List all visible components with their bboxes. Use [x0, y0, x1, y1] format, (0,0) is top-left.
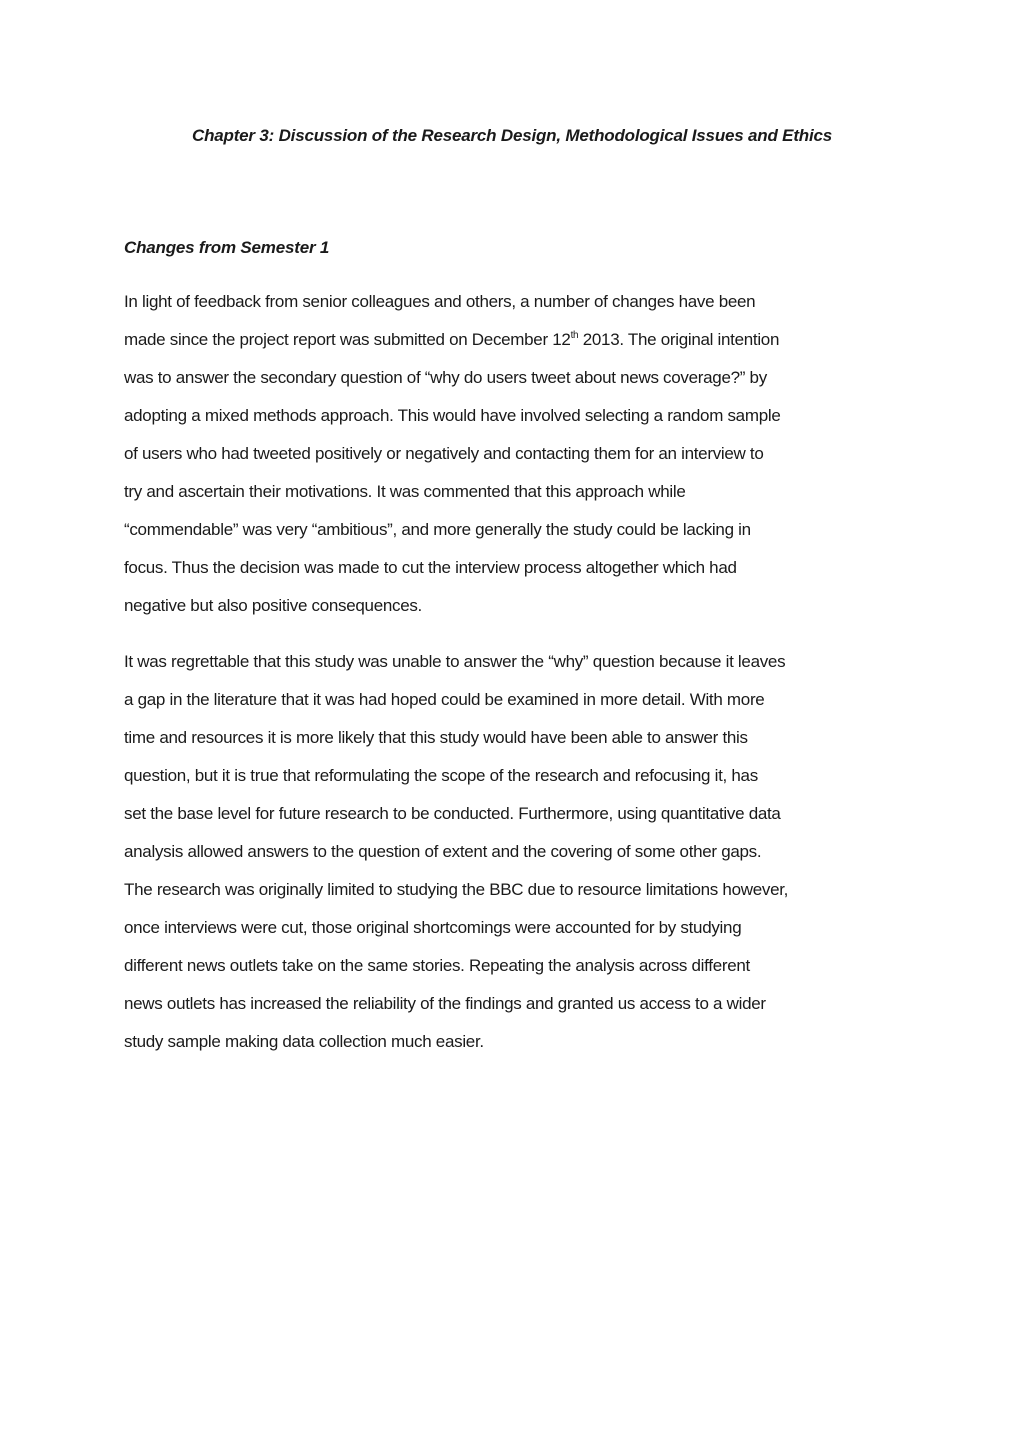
paragraph-line: try and ascertain their motivations. It was commented that this approach while — [124, 482, 686, 501]
chapter-title: Chapter 3: Discussion of the Research Design, Methodological Issues and Ethics — [192, 126, 832, 145]
paragraph-line: It was regrettable that this study was unable to answer the “why” question because it leaves — [124, 652, 786, 671]
paragraph-line: adopting a mixed methods approach. This would have involved selecting a random sample — [124, 406, 781, 425]
paragraph-line — [124, 327, 914, 365]
paragraph-line: of users who had tweeted positively or negatively and contacting them for an interview to — [124, 444, 764, 463]
paragraph-line: analysis allowed answers to the question of extent and the covering of some other gaps. — [124, 842, 762, 861]
paragraph-line: once interviews were cut, those original shortcomings were accounted for by studying — [124, 918, 742, 937]
paragraph-line: study sample making data collection much easier. — [124, 1032, 484, 1051]
ordinal-suffix: th — [570, 330, 579, 341]
paragraph-line: focus. Thus the decision was made to cut the interview process altogether which had — [124, 558, 737, 577]
paragraph-line: news outlets has increased the reliability of the findings and granted us access to a wider — [124, 994, 766, 1013]
paragraph-line: The research was originally limited to studying the BBC due to resource limitations however, — [124, 880, 789, 899]
paragraph-1 — [124, 289, 914, 631]
paragraph-line: was to answer the secondary question of “why do users tweet about news coverage?” by — [124, 368, 767, 387]
paragraph-line: set the base level for future research to be conducted. Furthermore, using quantitative data — [124, 804, 781, 823]
paragraph-line: negative but also positive consequences. — [124, 596, 422, 615]
paragraph-line: different news outlets take on the same stories. Repeating the analysis across different — [124, 956, 750, 975]
paragraph-line: a gap in the literature that it was had hoped could be examined in more detail. With more — [124, 690, 765, 709]
paragraph-line: time and resources it is more likely that this study would have been able to answer this — [124, 728, 748, 747]
paragraph-text: made since the project report was submitted on December 12 — [124, 330, 571, 349]
paragraph-text: 2013. The original intention — [578, 330, 780, 349]
section-heading: Changes from Semester 1 — [124, 238, 330, 257]
paragraph-line: “commendable” was very “ambitious”, and more generally the study could be lacking in — [124, 520, 751, 539]
paragraph-line: In light of feedback from senior colleagues and others, a number of changes have been — [124, 292, 756, 311]
paragraph-line: question, but it is true that reformulating the scope of the research and refocusing it, has — [124, 766, 758, 785]
paragraph-2 — [124, 649, 914, 1067]
